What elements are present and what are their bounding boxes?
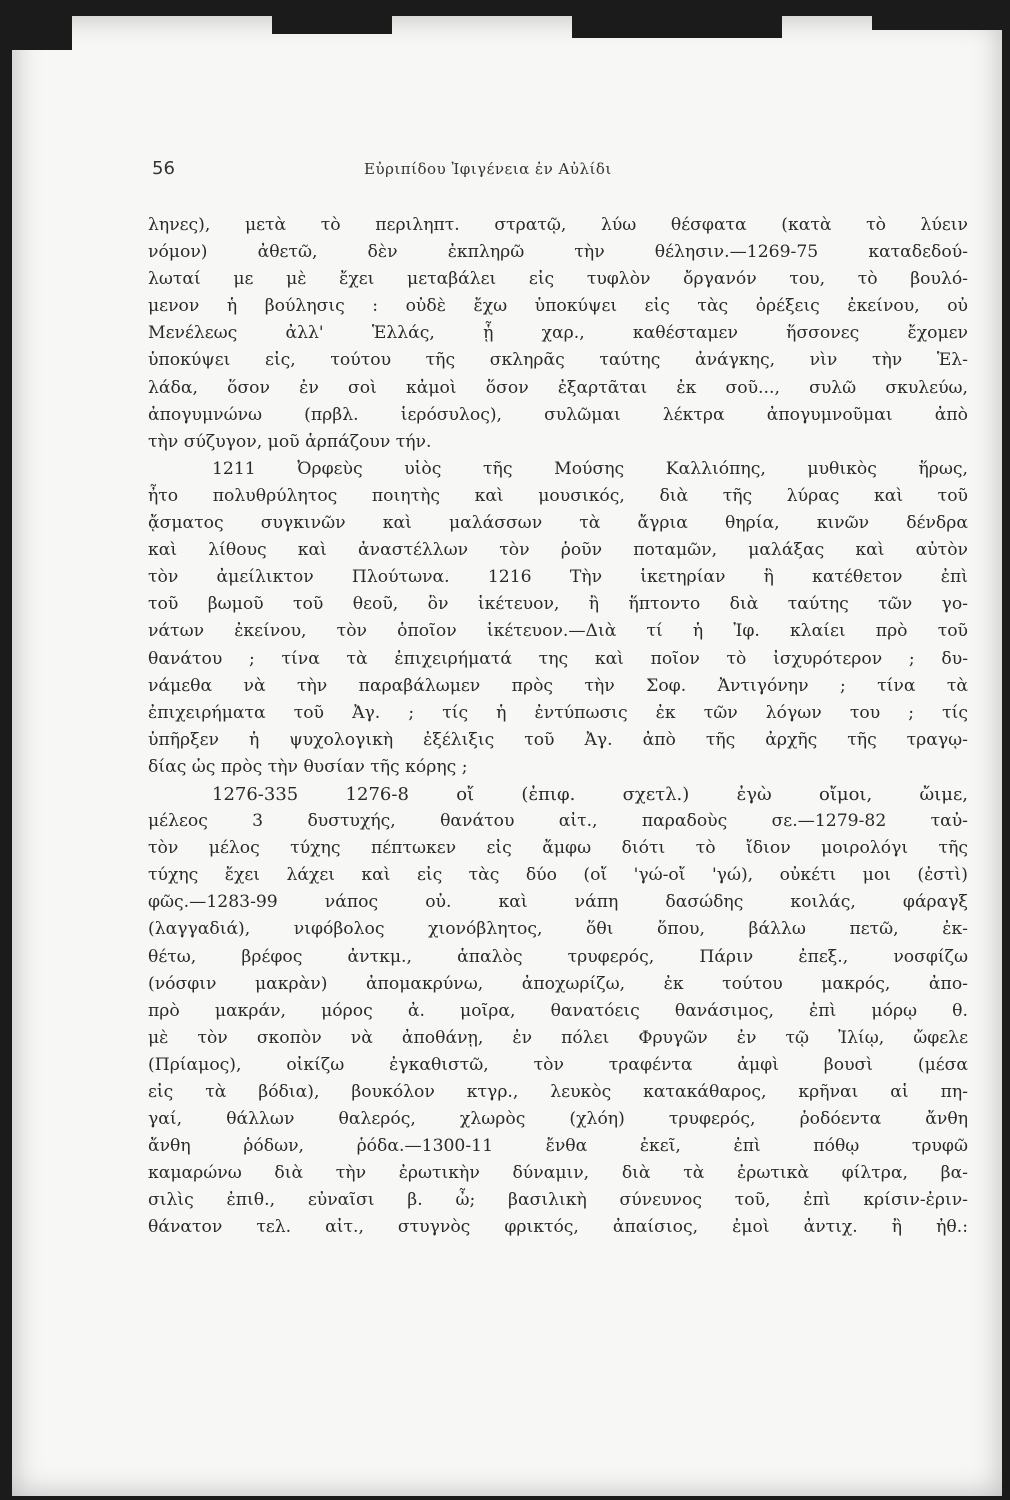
text-line: σιλὶς ἐπιθ., εὐναῖσι β. ὦ; βασιλικὴ σύνευνος τοῦ, ἐπὶ κρίσιν-ἐριν- xyxy=(148,1190,968,1211)
text-line: δίας ὡς πρὸς τὴν θυσίαν τῆς κόρης ; xyxy=(148,756,468,777)
text-line: καὶ λίθους καὶ ἀναστέλλων τὸν ῥοῦν ποταμῶν, μαλάξας καὶ αὐτὸν xyxy=(148,540,968,561)
text-line: μέλεος 3 δυστυχής, θανάτου αἰτ., παραδοὺς σε.—1279-82 ταὐ- xyxy=(148,811,968,832)
text-line: θέτω, βρέφος ἀντκμ., ἁπαλὸς τρυφερός, Πάριν ἐπεξ., νοσφίζω xyxy=(148,946,968,967)
text-line: Μενέλεως ἀλλ' Ἑλλάς, ᾗ χαρ., καθέσταμεν ἥσσονες ἔχομεν xyxy=(148,323,968,344)
text-line: (νόσφιν μακρὰν) ἀπομακρύνω, ἀποχωρίζω, ἐκ τούτου μακρός, ἀπο- xyxy=(148,973,968,994)
text-line: τοῦ βωμοῦ τοῦ θεοῦ, ὃν ἱκέτευον, ἢ ἥπτοντο διὰ ταύτης τῶν γο- xyxy=(148,594,968,615)
text-line: νόμον) ἀθετῶ, δὲν ἐκπληρῶ τὴν θέλησιν.—1269-75 καταδεδού- xyxy=(148,242,968,263)
text-line: ᾄσματος συγκινῶν καὶ μαλάσσων τὰ ἄγρια θηρία, κινῶν δένδρα xyxy=(148,513,968,534)
text-line: τὸν ἀμείλικτον Πλούτωνα. 1216 Τὴν ἱκετηρίαν ἣ κατέθετον ἐπὶ xyxy=(148,567,968,588)
text-line: λωταί με μὲ ἔχει μεταβάλει εἰς τυφλὸν ὄργανόν του, τὸ βουλό- xyxy=(148,269,968,290)
text-line: τύχης ἔχει λάχει καὶ εἰς τὰς δύο (οἴ 'γώ-οἴ 'γώ), οὐκέτι μοι (ἐστὶ) xyxy=(148,865,968,886)
text-line: ὑποκύψει εἰς, τούτου τῆς σκληρᾶς ταύτης ἀνάγκης, νὶν τὴν Ἑλ- xyxy=(148,350,968,371)
text-line: 1211 Ὀρφεὺς υἱὸς τῆς Μούσης Καλλιόπης, μυθικὸς ἥρως, xyxy=(212,458,968,479)
text-line: πρὸ μακράν, μόρος ἀ. μοῖρα, θανατόεις θανάσιμος, ἐπὶ μόρῳ θ. xyxy=(148,1000,968,1021)
text-line: ἦτο πολυθρύλητος ποιητὴς καὶ μουσικός, διὰ τῆς λύρας καὶ τοῦ xyxy=(148,485,968,506)
text-line: νάτων ἐκείνου, τὸν ὁποῖον ἱκέτευον.—Διὰ τί ἡ Ἰφ. κλαίει πρὸ τοῦ xyxy=(148,621,968,642)
commentary-body xyxy=(148,212,968,1242)
text-line: ἄνθη ῥόδων, ῥόδα.—1300-11 ἔνθα ἐκεῖ, ἐπὶ πόθῳ τρυφῶ xyxy=(148,1136,968,1157)
text-line: θανάτου ; τίνα τὰ ἐπιχειρήματά της καὶ ποῖον τὸ ἰσχυρότερον ; δυ- xyxy=(148,648,968,669)
text-line: ἀπογυμνώνω (πρβλ. ἱερόσυλος), συλῶμαι λέκτρα ἀπογυμνοῦμαι ἀπὸ xyxy=(148,404,968,425)
page-number: 56 xyxy=(152,158,175,179)
text-line: μενον ἡ βούλησις : οὐδὲ ἔχω ὑποκύψει εἰς τὰς ὀρέξεις ἐκείνου, οὐ xyxy=(148,296,968,317)
text-line: ληνες), μετὰ τὸ περιληπτ. στρατῷ, λύω θέσφατα (κατὰ τὸ λύειν xyxy=(148,215,968,235)
page-header xyxy=(152,158,962,188)
text-line: νάμεθα νὰ τὴν παραβάλωμεν πρὸς τὴν Σοφ. Ἀντιγόνην ; τίνα τὰ xyxy=(148,675,968,696)
text-line: (λαγγαδιά), νιφόβολος χιονόβλητος, ὅθι ὅπου, βάλλω πετῶ, ἐκ- xyxy=(148,919,968,940)
text-line: λάδα, ὅσον ἐν σοὶ κἀμοὶ ὅσον ἐξαρτᾶται ἐκ σοῦ..., συλῶ σκυλεύω, xyxy=(148,377,968,398)
running-title: Εὐριπίδου Ἰφιγένεια ἐν Αὐλίδι xyxy=(364,160,612,178)
text-line: 1276-335 1276-8 οἴ (ἐπιφ. σχετλ.) ἐγὼ οἴμοι, ὤιμε, xyxy=(212,783,968,805)
page-edge-tear xyxy=(12,16,72,50)
text-line: ὑπῆρξεν ἡ ψυχολογικὴ ἐξέλιξις τοῦ Ἀγ. ἀπὸ τῆς ἀρχῆς τῆς τραγῳ- xyxy=(148,729,968,750)
text-line: τὸν μέλος τύχης πέπτωκεν εἰς ἄμφω διότι τὸ ἴδιον μοιρολόγι τῆς xyxy=(148,838,968,859)
text-line: φῶς.—1283-99 νάπος οὐ. καὶ νάπη δασώδης κοιλάς, φάραγξ xyxy=(148,892,968,913)
text-line: καμαρώνω διὰ τὴν ἐρωτικὴν δύναμιν, διὰ τὰ ἐρωτικὰ φίλτρα, βα- xyxy=(148,1163,968,1184)
text-line: μὲ τὸν σκοπὸν νὰ ἀποθάνῃ, ἐν πόλει Φρυγῶν ἐν τῷ Ἰλίῳ, ὤφελε xyxy=(148,1027,968,1048)
page-edge-tear xyxy=(272,16,392,34)
text-line: (Πρίαμος), οἰκίζω ἐγκαθιστῶ, τὸν τραφέντα ἀμφὶ βουσὶ (μέσα xyxy=(148,1054,968,1075)
text-line: ἐπιχειρήματα τοῦ Ἀγ. ; τίς ἡ ἐντύπωσις ἐκ τῶν λόγων του ; τίς xyxy=(148,702,968,723)
text-line: εἰς τὰ βόδια), βουκόλον κτγρ., λευκὸς κατακάθαρος, κρῆναι αἱ πη- xyxy=(148,1082,968,1102)
page-edge-tear xyxy=(872,16,1002,30)
text-line: τὴν σύζυγον, μοῦ ἁρπάζουν τήν. xyxy=(148,431,432,452)
page-edge-tear xyxy=(572,16,782,38)
text-line: θάνατον τελ. αἰτ., στυγνὸς φρικτός, ἀπαίσιος, ἐμοὶ ἀντιχ. ἢ ἠθ.: xyxy=(148,1217,968,1238)
text-line: γαί, θάλλων θαλερός, χλωρὸς (χλόη) τρυφερός, ῥοδόεντα ἄνθη xyxy=(148,1109,968,1130)
